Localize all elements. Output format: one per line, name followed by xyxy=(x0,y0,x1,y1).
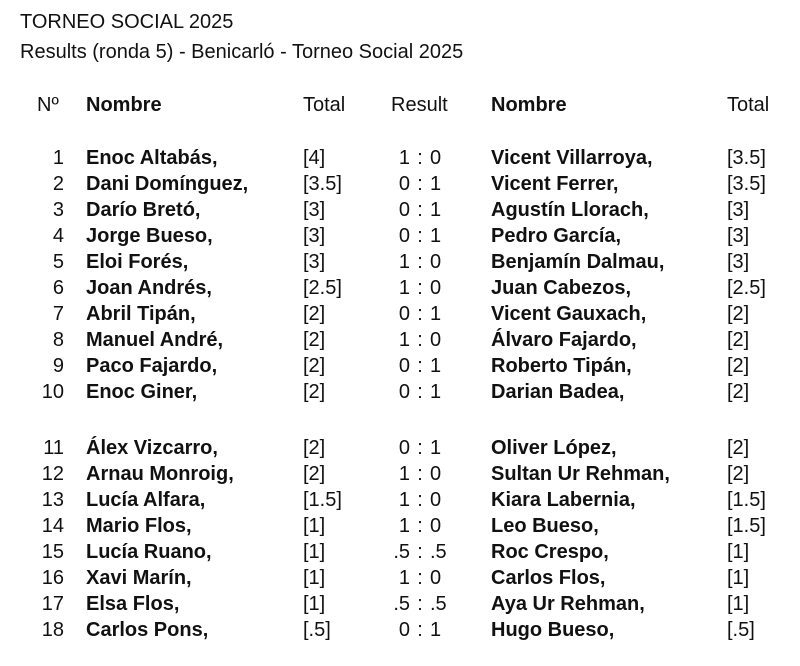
white-player-total: [1] xyxy=(303,515,326,537)
table-row xyxy=(0,223,800,249)
black-player-total: [3] xyxy=(727,251,750,273)
black-player-total: [2] xyxy=(727,463,750,485)
result-separator: : xyxy=(417,567,423,589)
white-player-name: Lucía Alfara, xyxy=(86,489,206,511)
header-white-total: Total xyxy=(303,94,346,116)
white-result: 0 xyxy=(398,619,410,641)
header-no: Nº xyxy=(37,94,59,116)
black-player-total: [3.5] xyxy=(727,147,766,169)
board-number: 18 xyxy=(41,619,64,641)
white-player-total: [2.5] xyxy=(303,277,342,299)
white-player-name: Enoc Giner, xyxy=(86,381,198,403)
result-separator: : xyxy=(417,541,423,563)
white-player-name: Dani Domínguez, xyxy=(86,173,249,195)
black-result: 1 xyxy=(430,173,442,195)
white-player-total: [1] xyxy=(303,541,326,563)
result-separator: : xyxy=(417,225,423,247)
board-number: 7 xyxy=(52,303,64,325)
white-player-total: [3] xyxy=(303,199,326,221)
white-player-name: Joan Andrés, xyxy=(86,277,212,299)
table-row xyxy=(0,461,800,487)
white-result: 1 xyxy=(398,277,410,299)
board-number: 9 xyxy=(52,355,64,377)
black-player-name: Darian Badea, xyxy=(491,381,625,403)
white-result: 1 xyxy=(398,515,410,537)
board-number: 15 xyxy=(41,541,64,563)
white-player-total: [3] xyxy=(303,225,326,247)
white-result: 1 xyxy=(398,329,410,351)
result-separator: : xyxy=(417,437,423,459)
black-player-name: Carlos Flos, xyxy=(491,567,606,589)
white-result: 1 xyxy=(398,147,410,169)
white-player-name: Arnau Monroig, xyxy=(86,463,234,485)
header-black-total: Total xyxy=(727,94,770,116)
black-player-name: Leo Bueso, xyxy=(491,515,599,537)
white-player-total: [2] xyxy=(303,381,326,403)
black-player-name: Sultan Ur Rehman, xyxy=(491,463,670,485)
table-row xyxy=(0,275,800,301)
board-number: 14 xyxy=(41,515,64,537)
table-row xyxy=(0,327,800,353)
black-result: 1 xyxy=(430,355,442,377)
white-player-total: [3] xyxy=(303,251,326,273)
black-result: 1 xyxy=(430,199,442,221)
result-separator: : xyxy=(417,147,423,169)
board-number: 17 xyxy=(41,593,64,615)
white-result: 0 xyxy=(398,437,410,459)
black-player-total: [1.5] xyxy=(727,489,766,511)
board-number: 12 xyxy=(41,463,64,485)
white-player-name: Enoc Altabás, xyxy=(86,147,218,169)
black-result: 0 xyxy=(430,489,442,511)
white-player-name: Elsa Flos, xyxy=(86,593,180,615)
black-result: 0 xyxy=(430,147,442,169)
board-number: 16 xyxy=(41,567,64,589)
black-result: .5 xyxy=(430,541,447,563)
result-separator: : xyxy=(417,277,423,299)
black-player-name: Pedro García, xyxy=(491,225,622,247)
result-separator: : xyxy=(417,355,423,377)
black-player-name: Benjamín Dalmau, xyxy=(491,251,665,273)
black-player-total: [2] xyxy=(727,355,750,377)
black-player-name: Aya Ur Rehman, xyxy=(491,593,645,615)
result-separator: : xyxy=(417,593,423,615)
white-player-total: [3.5] xyxy=(303,173,342,195)
black-player-name: Oliver López, xyxy=(491,437,617,459)
white-player-total: [1] xyxy=(303,593,326,615)
black-player-total: [2] xyxy=(727,381,750,403)
black-player-total: [1.5] xyxy=(727,515,766,537)
board-number: 2 xyxy=(52,173,64,195)
white-player-name: Paco Fajardo, xyxy=(86,355,218,377)
white-result: 0 xyxy=(398,173,410,195)
black-result: 1 xyxy=(430,225,442,247)
white-player-name: Lucía Ruano, xyxy=(86,541,212,563)
black-result: 1 xyxy=(430,381,442,403)
result-separator: : xyxy=(417,173,423,195)
black-player-name: Vicent Villarroya, xyxy=(491,147,653,169)
black-player-total: [3] xyxy=(727,225,750,247)
black-result: 0 xyxy=(430,329,442,351)
black-result: 0 xyxy=(430,251,442,273)
board-number: 5 xyxy=(52,251,64,273)
black-player-total: [1] xyxy=(727,593,750,615)
result-separator: : xyxy=(417,329,423,351)
white-player-total: [2] xyxy=(303,303,326,325)
board-number: 1 xyxy=(52,147,64,169)
white-player-total: [1] xyxy=(303,567,326,589)
result-separator: : xyxy=(417,199,423,221)
black-player-name: Vicent Ferrer, xyxy=(491,173,619,195)
result-separator: : xyxy=(417,463,423,485)
white-player-total: [2] xyxy=(303,355,326,377)
table-row xyxy=(0,379,800,405)
white-result: .5 xyxy=(393,541,410,563)
table-row xyxy=(0,171,800,197)
result-separator: : xyxy=(417,303,423,325)
black-result: 1 xyxy=(430,437,442,459)
black-result: 1 xyxy=(430,303,442,325)
result-separator: : xyxy=(417,251,423,273)
white-result: 1 xyxy=(398,251,410,273)
white-player-total: [1.5] xyxy=(303,489,342,511)
white-player-name: Manuel André, xyxy=(86,329,224,351)
black-player-total: [1] xyxy=(727,541,750,563)
result-separator: : xyxy=(417,515,423,537)
black-result: 0 xyxy=(430,463,442,485)
header-result: Result xyxy=(391,94,448,116)
white-result: 0 xyxy=(398,381,410,403)
table-row xyxy=(0,539,800,565)
white-player-name: Darío Bretó, xyxy=(86,199,201,221)
table-row xyxy=(0,435,800,461)
white-player-name: Carlos Pons, xyxy=(86,619,209,641)
white-player-total: [4] xyxy=(303,147,326,169)
white-player-name: Eloi Forés, xyxy=(86,251,189,273)
black-player-name: Álvaro Fajardo, xyxy=(491,329,637,351)
black-player-total: [2] xyxy=(727,303,750,325)
black-player-total: [2] xyxy=(727,329,750,351)
white-result: 0 xyxy=(398,199,410,221)
white-player-total: [2] xyxy=(303,437,326,459)
board-number: 11 xyxy=(43,437,64,459)
table-row xyxy=(0,353,800,379)
white-player-name: Álex Vizcarro, xyxy=(86,437,218,459)
white-result: 1 xyxy=(398,567,410,589)
white-player-name: Mario Flos, xyxy=(86,515,192,537)
black-result: 0 xyxy=(430,515,442,537)
document-subtitle: Results (ronda 5) - Benicarló - Torneo Social 2025 xyxy=(20,41,464,63)
black-player-name: Roberto Tipán, xyxy=(491,355,632,377)
white-player-total: [.5] xyxy=(303,619,331,641)
table-row xyxy=(0,617,800,643)
black-result: .5 xyxy=(430,593,447,615)
white-result: 1 xyxy=(398,463,410,485)
black-player-total: [3] xyxy=(727,199,750,221)
board-number: 4 xyxy=(52,225,64,247)
result-separator: : xyxy=(417,619,423,641)
board-number: 10 xyxy=(41,381,64,403)
white-result: 0 xyxy=(398,225,410,247)
white-player-total: [2] xyxy=(303,463,326,485)
table-row xyxy=(0,197,800,223)
header-white-name: Nombre xyxy=(86,94,162,116)
table-row xyxy=(0,513,800,539)
board-number: 8 xyxy=(52,329,64,351)
black-player-total: [2.5] xyxy=(727,277,766,299)
white-result: 0 xyxy=(398,355,410,377)
black-result: 0 xyxy=(430,277,442,299)
white-player-name: Jorge Bueso, xyxy=(86,225,213,247)
white-player-total: [2] xyxy=(303,329,326,351)
board-number: 13 xyxy=(41,489,64,511)
white-player-name: Abril Tipán, xyxy=(86,303,196,325)
black-player-total: [1] xyxy=(727,567,750,589)
black-player-name: Hugo Bueso, xyxy=(491,619,615,641)
table-row xyxy=(0,145,800,171)
black-player-total: [.5] xyxy=(727,619,755,641)
black-player-name: Juan Cabezos, xyxy=(491,277,632,299)
white-result: 1 xyxy=(398,489,410,511)
board-number: 6 xyxy=(52,277,64,299)
table-row xyxy=(0,249,800,275)
black-player-name: Agustín Llorach, xyxy=(491,199,649,221)
table-row xyxy=(0,301,800,327)
black-result: 0 xyxy=(430,567,442,589)
result-separator: : xyxy=(417,489,423,511)
black-result: 1 xyxy=(430,619,442,641)
board-number: 3 xyxy=(52,199,64,221)
header-black-name: Nombre xyxy=(491,94,567,116)
black-player-total: [2] xyxy=(727,437,750,459)
white-player-name: Xavi Marín, xyxy=(86,567,192,589)
table-row xyxy=(0,565,800,591)
document-title: TORNEO SOCIAL 2025 xyxy=(20,11,234,33)
black-player-name: Vicent Gauxach, xyxy=(491,303,647,325)
black-player-name: Roc Crespo, xyxy=(491,541,609,563)
black-player-total: [3.5] xyxy=(727,173,766,195)
table-row xyxy=(0,487,800,513)
black-player-name: Kiara Labernia, xyxy=(491,489,636,511)
white-result: 0 xyxy=(398,303,410,325)
result-separator: : xyxy=(417,381,423,403)
table-row xyxy=(0,591,800,617)
white-result: .5 xyxy=(393,593,410,615)
